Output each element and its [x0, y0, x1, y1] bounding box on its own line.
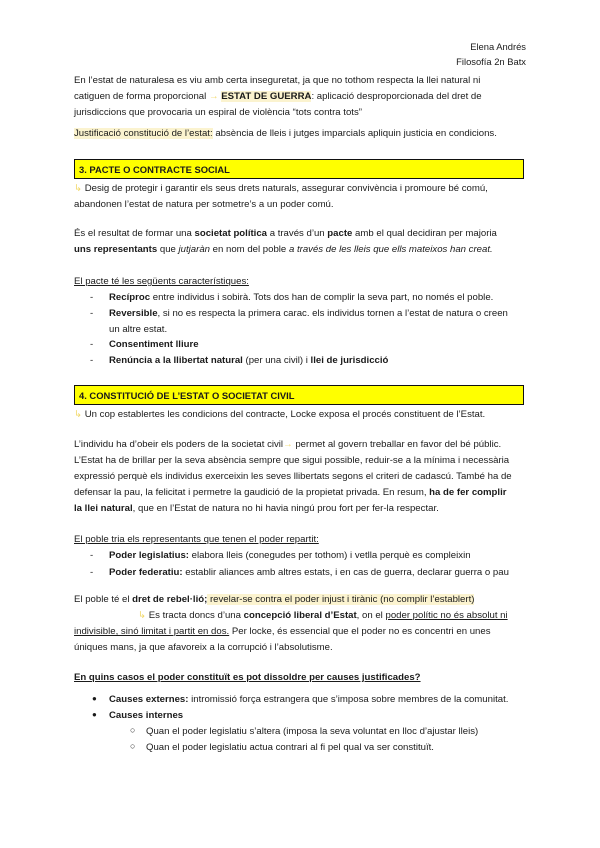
- return-arrow-icon: ↳: [138, 610, 147, 621]
- rebellion-highlight: revelar-se contra el poder injust i tirànic (no complir l’establert): [207, 594, 475, 605]
- author-name: Elena Andrés: [470, 41, 526, 52]
- section-3-heading: 3. PACTE O CONTRACTE SOCIAL: [74, 159, 524, 179]
- list-item: Renúncia a la llibertat natural (per una civil) i llei de jurisdicció: [109, 355, 389, 366]
- list-item: Recíproc entre individus i sobirà. Tots dos han de complir la seva part, no només el poble.: [109, 292, 494, 303]
- circle-bullet-icon: ○: [130, 741, 136, 751]
- s4-obedience-paragraph: L’individu ha d’obeir els poders de la societat civil→ permet al govern treballar en favor del bé públic. L’Estat ha de brillar per la seva absència sempre que sigui possible, reduir-se a la mínima i necessària expressió perquè els individus exerceixin les seves llibertats segons el criteri de cadascú. També ha de defensar la pau, la felicitat i permetre la gaudició de la propietat privada. En resum, ha de fer complir la llei natural, que en l’Estat de natura no hi havia ningú prou fort per fer-la respectar.: [74, 439, 512, 514]
- powers-title: El poble tria els representants que tenen el poder repartit:: [74, 534, 319, 545]
- list-item: Reversible, si no es respecta la primera carac. els individus tornen a l’estat de natura o creen un altre estat.: [109, 308, 508, 335]
- list-item: Poder legislatius: elabora lleis (conegudes per tothom) i vetlla perquè es compleixin: [109, 550, 471, 561]
- s3-definition-paragraph: És el resultat de formar una societat política a través d’un pacte amb el qual decidiran per majoria uns representants que jutjaràn en nom del poble a través de les lleis que ells mateixos han creat.: [74, 228, 497, 255]
- dash-marker: -: [90, 339, 94, 350]
- justification-label: Justificació constitució de l’estat:: [74, 128, 213, 139]
- section-4-heading: 4. CONSTITUCIÓ DE L’ESTAT O SOCIETAT CIVIL: [74, 385, 524, 405]
- s4-intro-paragraph: ↳ Un cop establertes les condicions del contracte, Locke exposa el procés constituent de l’Estat.: [74, 409, 486, 420]
- list-item: Causes externes: intromissió força estrangera que s’imposa sobre membres de la comunitat.: [109, 694, 509, 705]
- circle-bullet-icon: ○: [130, 725, 136, 735]
- dissolution-title: En quins casos el poder constituït es pot dissoldre per causes justificades?: [74, 672, 421, 683]
- dash-marker: -: [90, 308, 94, 319]
- list-item: Quan el poder legislatiu actua contrari al fi pel qual va ser constituït.: [146, 742, 434, 753]
- course-name: Filosofía 2n Batx: [456, 56, 526, 67]
- bullet-icon: ●: [92, 694, 97, 703]
- return-arrow-icon: ↳: [74, 409, 83, 420]
- dash-marker: -: [90, 567, 94, 578]
- list-item: Poder federatiu: establir aliances amb altres estats, i en cas de guerra, declarar guerra o pau: [109, 567, 509, 578]
- list-item: Quan el poder legislatiu s’altera (imposa la seva voluntat en lloc d’ajustar lleis): [146, 726, 479, 737]
- arrow-icon: →: [208, 91, 219, 102]
- liberal-state-paragraph: ↳ Es tracta doncs d’una concepció liberal d’Estat, on el poder polític no és absolut ni indivisible, sinó limitat i partit en dos. Per locke, és essencial que el poder no es concentri en unes úniques mans, ja que afavoreix a la corrupció i l’absolutisme.: [74, 610, 508, 653]
- rebellion-paragraph: El poble té el dret de rebel·lió; revelar-se contra el poder injust i tirànic (no complir l’establert): [74, 594, 475, 605]
- bullet-icon: ●: [92, 710, 97, 719]
- list-item: Causes internes: [109, 710, 184, 721]
- arrow-icon: →: [283, 439, 293, 450]
- intro-paragraph: En l’estat de naturalesa es viu amb certa inseguretat, ja que no tothom respecta la llei natural ni catiguen de forma proporcional → ESTAT DE GUERRA: aplicació desproporcionada del dret de jurisdiccions que provocaria un espiral de violència “tots contra tots”: [74, 75, 482, 118]
- dash-marker: -: [90, 292, 94, 303]
- dash-marker: -: [90, 550, 94, 561]
- justification-paragraph: Justificació constitució de l’estat: absència de lleis i jutges imparcials apliquin justicia en condicions.: [74, 128, 497, 139]
- estat-guerra-term: ESTAT DE GUERRA: [221, 91, 312, 102]
- s3-intro-paragraph: ↳ Desig de protegir i garantir els seus drets naturals, assegurar convivència i promoure bé comú, abandonen l’estat de natura per sotmetre’s a un poder comú.: [74, 183, 488, 210]
- return-arrow-icon: ↳: [74, 183, 83, 194]
- list-item: Consentiment lliure: [109, 339, 199, 350]
- characteristics-title: El pacte té les següents característiques:: [74, 276, 249, 287]
- dash-marker: -: [90, 355, 94, 366]
